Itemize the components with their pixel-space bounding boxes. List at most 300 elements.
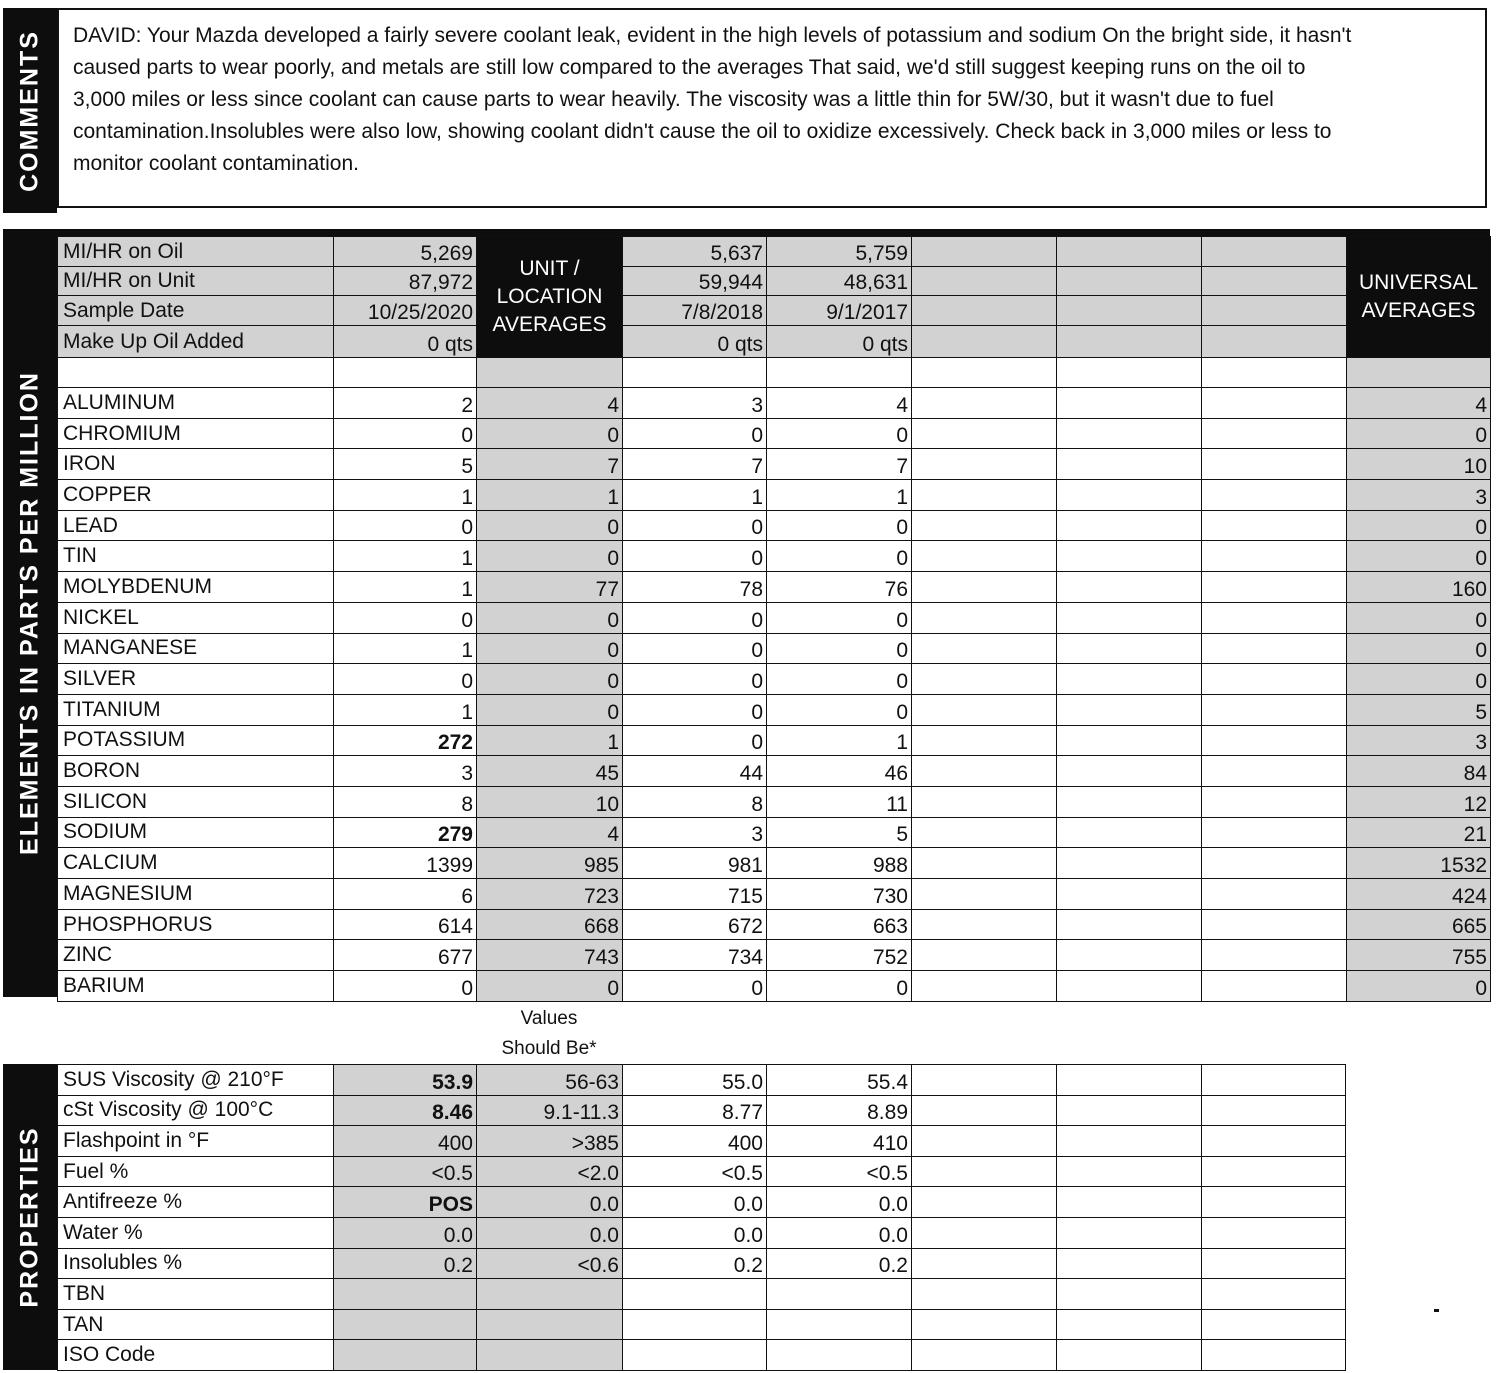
- empty-sample-cell: [1057, 1187, 1202, 1218]
- empty-sample-cell: [1202, 1217, 1346, 1248]
- sample-3-value: 55.4: [767, 1065, 912, 1096]
- info-label: MI/HR on Oil: [58, 237, 334, 267]
- sample-2-value: 0: [623, 602, 767, 633]
- sample-3-value: 0: [767, 694, 912, 725]
- empty-cell: [477, 358, 623, 388]
- empty-sample-cell: [1057, 1340, 1202, 1371]
- header-line: LOCATION: [496, 285, 603, 308]
- element-name: CHROMIUM: [58, 418, 334, 449]
- property-row: [58, 1187, 1346, 1218]
- property-row: [58, 1309, 1346, 1340]
- element-row: [58, 879, 1491, 910]
- unit-average-value: 0: [477, 971, 623, 1002]
- empty-sample-cell: [1202, 296, 1347, 326]
- sample-3-value: <0.5: [767, 1156, 912, 1187]
- empty-sample-cell: [1057, 296, 1202, 326]
- element-name: ZINC: [58, 940, 334, 971]
- empty-sample-cell: [1057, 1095, 1202, 1126]
- element-row: [58, 418, 1491, 449]
- empty-cell: [1202, 358, 1347, 388]
- sample-1-value: 8: [334, 786, 477, 817]
- empty-sample-cell: [912, 1309, 1057, 1340]
- universal-average-value: 0: [1347, 602, 1491, 633]
- sample-1-value: 400: [334, 1126, 477, 1157]
- element-name: NICKEL: [58, 602, 334, 633]
- empty-sample-cell: [1202, 602, 1347, 633]
- sample-1-value: 1: [334, 633, 477, 664]
- sample-3-value: 0.0: [767, 1217, 912, 1248]
- empty-sample-cell: [1202, 326, 1347, 358]
- sample-1-value: 0.0: [334, 1217, 477, 1248]
- sample-3-value: 11: [767, 786, 912, 817]
- element-name: LEAD: [58, 510, 334, 541]
- empty-sample-cell: [1202, 1095, 1346, 1126]
- property-label: Flashpoint in °F: [58, 1126, 334, 1157]
- element-row: [58, 756, 1491, 787]
- universal-average-value: 665: [1347, 909, 1491, 940]
- property-row: [58, 1217, 1346, 1248]
- elements-table: [57, 236, 1491, 1002]
- element-name: IRON: [58, 449, 334, 480]
- element-row: [58, 817, 1491, 848]
- sample-1-value: [334, 1340, 477, 1371]
- sample-2-value: 7/8/2018: [623, 296, 767, 326]
- empty-sample-cell: [912, 694, 1057, 725]
- empty-sample-cell: [1057, 572, 1202, 603]
- element-name: COPPER: [58, 480, 334, 511]
- empty-sample-cell: [1202, 971, 1347, 1002]
- universal-average-value: 0: [1347, 971, 1491, 1002]
- universal-average-value: 160: [1347, 572, 1491, 603]
- empty-sample-cell: [1202, 725, 1347, 756]
- empty-sample-cell: [912, 879, 1057, 910]
- empty-sample-cell: [1057, 694, 1202, 725]
- sample-3-value: 0: [767, 664, 912, 695]
- sample-1-value: 0: [334, 971, 477, 1002]
- universal-average-value: 3: [1347, 480, 1491, 511]
- property-label: Fuel %: [58, 1156, 334, 1187]
- unit-average-value: 985: [477, 848, 623, 879]
- sample-1-value: 0: [334, 664, 477, 695]
- property-row: [58, 1095, 1346, 1126]
- comments-text: DAVID: Your Mazda developed a fairly severe coolant leak, evident in the high levels of potassium and sodium On the bright side, it hasn't caused parts to wear poorly, and metals are still low compared to the averages That said, we'd still suggest keeping runs on the oil to 3,000 miles or less since coolant can cause parts to wear heavily. The viscosity was a little thin for 5W/30, but it wasn't due to fuel contamination.Insolubles were also low, showing coolant didn't cause the oil to oxidize excessively. Check back in 3,000 miles or less to monitor coolant contamination.: [73, 24, 1352, 175]
- empty-sample-cell: [1202, 1340, 1346, 1371]
- sample-1-value: 87,972: [334, 267, 477, 296]
- properties-section-label: PROPERTIES: [15, 1126, 44, 1308]
- empty-sample-cell: [1202, 1248, 1346, 1279]
- sample-2-value: 0.0: [623, 1187, 767, 1218]
- empty-sample-cell: [1202, 848, 1347, 879]
- unit-average-value: 4: [477, 388, 623, 419]
- sample-2-value: 672: [623, 909, 767, 940]
- sample-3-value: 0.2: [767, 1248, 912, 1279]
- comments-box: [57, 8, 1487, 208]
- element-name: PHOSPHORUS: [58, 909, 334, 940]
- universal-average-value: 0: [1347, 633, 1491, 664]
- header-line: AVERAGES: [492, 313, 607, 336]
- sample-1-value: 1: [334, 541, 477, 572]
- sample-2-value: 0: [623, 633, 767, 664]
- unit-location-averages-header: [477, 237, 623, 358]
- sample-1-value: 614: [334, 909, 477, 940]
- universal-average-value: 21: [1347, 817, 1491, 848]
- spacer-row: [58, 358, 1491, 388]
- sample-3-value: 0: [767, 971, 912, 1002]
- empty-sample-cell: [912, 1187, 1057, 1218]
- empty-sample-cell: [1057, 848, 1202, 879]
- empty-sample-cell: [912, 1126, 1057, 1157]
- should-be-value: <0.6: [477, 1248, 623, 1279]
- properties-table: [57, 1064, 1346, 1371]
- should-be-value: 0.0: [477, 1217, 623, 1248]
- property-label: cSt Viscosity @ 100°C: [58, 1095, 334, 1126]
- sample-3-value: 0: [767, 510, 912, 541]
- element-name: SILICON: [58, 786, 334, 817]
- element-row: [58, 480, 1491, 511]
- empty-sample-cell: [912, 480, 1057, 511]
- element-name: MOLYBDENUM: [58, 572, 334, 603]
- empty-sample-cell: [912, 572, 1057, 603]
- empty-sample-cell: [912, 602, 1057, 633]
- empty-sample-cell: [1057, 1156, 1202, 1187]
- sample-3-value: 0: [767, 602, 912, 633]
- element-name: SILVER: [58, 664, 334, 695]
- empty-sample-cell: [1202, 1187, 1346, 1218]
- empty-sample-cell: [912, 971, 1057, 1002]
- sample-2-value: 0: [623, 725, 767, 756]
- empty-sample-cell: [1202, 449, 1347, 480]
- should-be-value: 0.0: [477, 1187, 623, 1218]
- sample-1-value: 5: [334, 449, 477, 480]
- empty-sample-cell: [1057, 940, 1202, 971]
- sample-3-value: 0: [767, 541, 912, 572]
- element-row: [58, 848, 1491, 879]
- sample-1-value: 53.9: [334, 1065, 477, 1096]
- empty-sample-cell: [1057, 388, 1202, 419]
- sample-1-value: 272: [334, 725, 477, 756]
- unit-average-value: 0: [477, 510, 623, 541]
- sample-3-value: 0.0: [767, 1187, 912, 1218]
- empty-sample-cell: [912, 725, 1057, 756]
- unit-average-value: 743: [477, 940, 623, 971]
- sample-3-value: 7: [767, 449, 912, 480]
- element-row: [58, 602, 1491, 633]
- empty-cell: [767, 358, 912, 388]
- empty-sample-cell: [912, 326, 1057, 358]
- empty-sample-cell: [1057, 879, 1202, 910]
- sample-3-value: 410: [767, 1126, 912, 1157]
- empty-sample-cell: [912, 756, 1057, 787]
- sample-1-value: 1: [334, 480, 477, 511]
- header-line: AVERAGES: [1361, 299, 1476, 322]
- sample-2-value: 55.0: [623, 1065, 767, 1096]
- property-label: Water %: [58, 1217, 334, 1248]
- element-row: [58, 664, 1491, 695]
- universal-average-value: 10: [1347, 449, 1491, 480]
- sample-1-value: 8.46: [334, 1095, 477, 1126]
- comments-sidebar: [3, 8, 57, 213]
- empty-sample-cell: [1057, 510, 1202, 541]
- sample-1-value: 3: [334, 756, 477, 787]
- sample-2-value: 59,944: [623, 267, 767, 296]
- sample-1-value: 1399: [334, 848, 477, 879]
- sample-1-value: 279: [334, 817, 477, 848]
- sample-3-value: 730: [767, 879, 912, 910]
- sample-1-value: 0.2: [334, 1248, 477, 1279]
- empty-sample-cell: [912, 237, 1057, 267]
- should-be-value: >385: [477, 1126, 623, 1157]
- empty-sample-cell: [1057, 1309, 1202, 1340]
- element-name: SODIUM: [58, 817, 334, 848]
- should-be-value: <2.0: [477, 1156, 623, 1187]
- sample-1-value: [334, 1279, 477, 1310]
- empty-sample-cell: [912, 1095, 1057, 1126]
- empty-sample-cell: [1202, 388, 1347, 419]
- unit-average-value: 0: [477, 418, 623, 449]
- empty-sample-cell: [1202, 267, 1347, 296]
- info-label: Sample Date: [58, 296, 334, 326]
- sample-3-value: 0: [767, 418, 912, 449]
- empty-sample-cell: [1057, 664, 1202, 695]
- empty-sample-cell: [912, 1065, 1057, 1096]
- unit-average-value: 0: [477, 633, 623, 664]
- sample-3-value: [767, 1309, 912, 1340]
- sample-2-value: 0: [623, 510, 767, 541]
- property-row: [58, 1065, 1346, 1096]
- sample-1-value: 6: [334, 879, 477, 910]
- property-label: TBN: [58, 1279, 334, 1310]
- element-name: BORON: [58, 756, 334, 787]
- empty-sample-cell: [912, 817, 1057, 848]
- sample-2-value: <0.5: [623, 1156, 767, 1187]
- universal-average-value: 12: [1347, 786, 1491, 817]
- unit-average-value: 723: [477, 879, 623, 910]
- empty-cell: [1057, 358, 1202, 388]
- info-label: MI/HR on Unit: [58, 267, 334, 296]
- sample-2-value: 8.77: [623, 1095, 767, 1126]
- empty-sample-cell: [912, 388, 1057, 419]
- sample-3-value: 8.89: [767, 1095, 912, 1126]
- element-row: [58, 633, 1491, 664]
- empty-sample-cell: [1202, 817, 1347, 848]
- empty-sample-cell: [1057, 817, 1202, 848]
- universal-average-value: 3: [1347, 725, 1491, 756]
- empty-sample-cell: [1057, 1248, 1202, 1279]
- element-name: MAGNESIUM: [58, 879, 334, 910]
- property-label: ISO Code: [58, 1340, 334, 1371]
- property-label: SUS Viscosity @ 210°F: [58, 1065, 334, 1096]
- sample-1-value: 0: [334, 602, 477, 633]
- empty-sample-cell: [912, 940, 1057, 971]
- sample-3-value: 5,759: [767, 237, 912, 267]
- empty-sample-cell: [1057, 725, 1202, 756]
- empty-sample-cell: [1202, 1156, 1346, 1187]
- empty-sample-cell: [1202, 510, 1347, 541]
- empty-sample-cell: [1202, 909, 1347, 940]
- sample-2-value: 734: [623, 940, 767, 971]
- property-label: Antifreeze %: [58, 1187, 334, 1218]
- sample-1-value: 0: [334, 418, 477, 449]
- element-name: BARIUM: [58, 971, 334, 1002]
- empty-sample-cell: [1057, 480, 1202, 511]
- sample-3-value: 46: [767, 756, 912, 787]
- values-line-2: Should Be*: [501, 1038, 597, 1059]
- sample-1-value: [334, 1309, 477, 1340]
- empty-sample-cell: [1057, 756, 1202, 787]
- empty-sample-cell: [1202, 418, 1347, 449]
- info-row: [58, 237, 1491, 267]
- empty-sample-cell: [1057, 602, 1202, 633]
- unit-average-value: 7: [477, 449, 623, 480]
- empty-sample-cell: [1202, 694, 1347, 725]
- elements-sidebar: [3, 229, 57, 997]
- sample-2-value: 3: [623, 817, 767, 848]
- universal-average-value: 0: [1347, 541, 1491, 572]
- sample-2-value: 0.2: [623, 1248, 767, 1279]
- unit-average-value: 45: [477, 756, 623, 787]
- sample-1-value: 0 qts: [334, 326, 477, 358]
- element-name: POTASSIUM: [58, 725, 334, 756]
- sample-3-value: 988: [767, 848, 912, 879]
- sample-3-value: 4: [767, 388, 912, 419]
- should-be-value: [477, 1279, 623, 1310]
- sample-1-value: 677: [334, 940, 477, 971]
- element-row: [58, 572, 1491, 603]
- element-name: ALUMINUM: [58, 388, 334, 419]
- sample-1-value: 0: [334, 510, 477, 541]
- sample-1-value: 10/25/2020: [334, 296, 477, 326]
- sample-2-value: 0: [623, 541, 767, 572]
- sample-2-value: 715: [623, 879, 767, 910]
- universal-average-value: 0: [1347, 664, 1491, 695]
- sample-1-value: POS: [334, 1187, 477, 1218]
- element-row: [58, 388, 1491, 419]
- empty-sample-cell: [912, 296, 1057, 326]
- should-be-value: [477, 1309, 623, 1340]
- universal-average-value: 0: [1347, 510, 1491, 541]
- empty-sample-cell: [1202, 572, 1347, 603]
- sample-2-value: 0: [623, 418, 767, 449]
- empty-sample-cell: [1202, 786, 1347, 817]
- property-row: [58, 1340, 1346, 1371]
- sample-2-value: [623, 1279, 767, 1310]
- sample-2-value: 0.0: [623, 1217, 767, 1248]
- empty-sample-cell: [1202, 541, 1347, 572]
- info-row: [58, 267, 1491, 296]
- empty-sample-cell: [1057, 267, 1202, 296]
- universal-average-value: 0: [1347, 418, 1491, 449]
- sample-2-value: [623, 1340, 767, 1371]
- empty-sample-cell: [1202, 879, 1347, 910]
- sample-2-value: 3: [623, 388, 767, 419]
- empty-sample-cell: [1202, 1309, 1346, 1340]
- empty-cell: [623, 358, 767, 388]
- empty-sample-cell: [1202, 756, 1347, 787]
- elements-section-label: ELEMENTS IN PARTS PER MILLION: [15, 371, 44, 855]
- sample-2-value: 0: [623, 971, 767, 1002]
- sample-2-value: 1: [623, 480, 767, 511]
- empty-sample-cell: [1057, 418, 1202, 449]
- sample-3-value: 9/1/2017: [767, 296, 912, 326]
- sample-2-value: 5,637: [623, 237, 767, 267]
- unit-average-value: 0: [477, 694, 623, 725]
- element-row: [58, 940, 1491, 971]
- empty-sample-cell: [1057, 326, 1202, 358]
- values-should-be-label: [476, 1004, 622, 1064]
- sample-3-value: 0: [767, 633, 912, 664]
- empty-sample-cell: [1057, 1217, 1202, 1248]
- sample-2-value: 0: [623, 664, 767, 695]
- sample-3-value: [767, 1340, 912, 1371]
- unit-average-value: 0: [477, 664, 623, 695]
- property-label: TAN: [58, 1309, 334, 1340]
- empty-sample-cell: [1057, 971, 1202, 1002]
- should-be-value: 56-63: [477, 1065, 623, 1096]
- info-row: [58, 296, 1491, 326]
- element-row: [58, 449, 1491, 480]
- sample-1-value: 1: [334, 572, 477, 603]
- empty-sample-cell: [1057, 237, 1202, 267]
- empty-sample-cell: [1057, 633, 1202, 664]
- empty-sample-cell: [912, 848, 1057, 879]
- empty-sample-cell: [912, 909, 1057, 940]
- empty-sample-cell: [1057, 449, 1202, 480]
- sample-2-value: 0: [623, 694, 767, 725]
- empty-cell: [58, 358, 334, 388]
- empty-sample-cell: [912, 633, 1057, 664]
- empty-sample-cell: [1202, 633, 1347, 664]
- unit-average-value: 77: [477, 572, 623, 603]
- element-row: [58, 971, 1491, 1002]
- empty-sample-cell: [912, 418, 1057, 449]
- property-row: [58, 1156, 1346, 1187]
- sample-3-value: 1: [767, 725, 912, 756]
- property-row: [58, 1248, 1346, 1279]
- empty-sample-cell: [912, 267, 1057, 296]
- unit-average-value: 1: [477, 725, 623, 756]
- sample-2-value: 981: [623, 848, 767, 879]
- element-row: [58, 786, 1491, 817]
- sample-3-value: 1: [767, 480, 912, 511]
- header-line: UNIT /: [519, 257, 580, 280]
- empty-sample-cell: [912, 1279, 1057, 1310]
- universal-average-value: 84: [1347, 756, 1491, 787]
- sample-1-value: 2: [334, 388, 477, 419]
- empty-sample-cell: [912, 449, 1057, 480]
- sample-2-value: 78: [623, 572, 767, 603]
- element-row: [58, 510, 1491, 541]
- sample-3-value: 752: [767, 940, 912, 971]
- unit-average-value: 0: [477, 541, 623, 572]
- element-name: CALCIUM: [58, 848, 334, 879]
- scan-mark: [1434, 1309, 1439, 1312]
- info-row: [58, 326, 1491, 358]
- sample-3-value: 48,631: [767, 267, 912, 296]
- universal-averages-header: [1347, 237, 1491, 358]
- sample-1-value: 5,269: [334, 237, 477, 267]
- property-row: [58, 1126, 1346, 1157]
- empty-sample-cell: [912, 786, 1057, 817]
- empty-sample-cell: [1202, 237, 1347, 267]
- property-label: Insolubles %: [58, 1248, 334, 1279]
- empty-sample-cell: [1057, 909, 1202, 940]
- unit-average-value: 1: [477, 480, 623, 511]
- comments-section-label: COMMENTS: [15, 29, 44, 192]
- empty-sample-cell: [1057, 541, 1202, 572]
- sample-2-value: 44: [623, 756, 767, 787]
- empty-sample-cell: [1202, 1126, 1346, 1157]
- unit-average-value: 4: [477, 817, 623, 848]
